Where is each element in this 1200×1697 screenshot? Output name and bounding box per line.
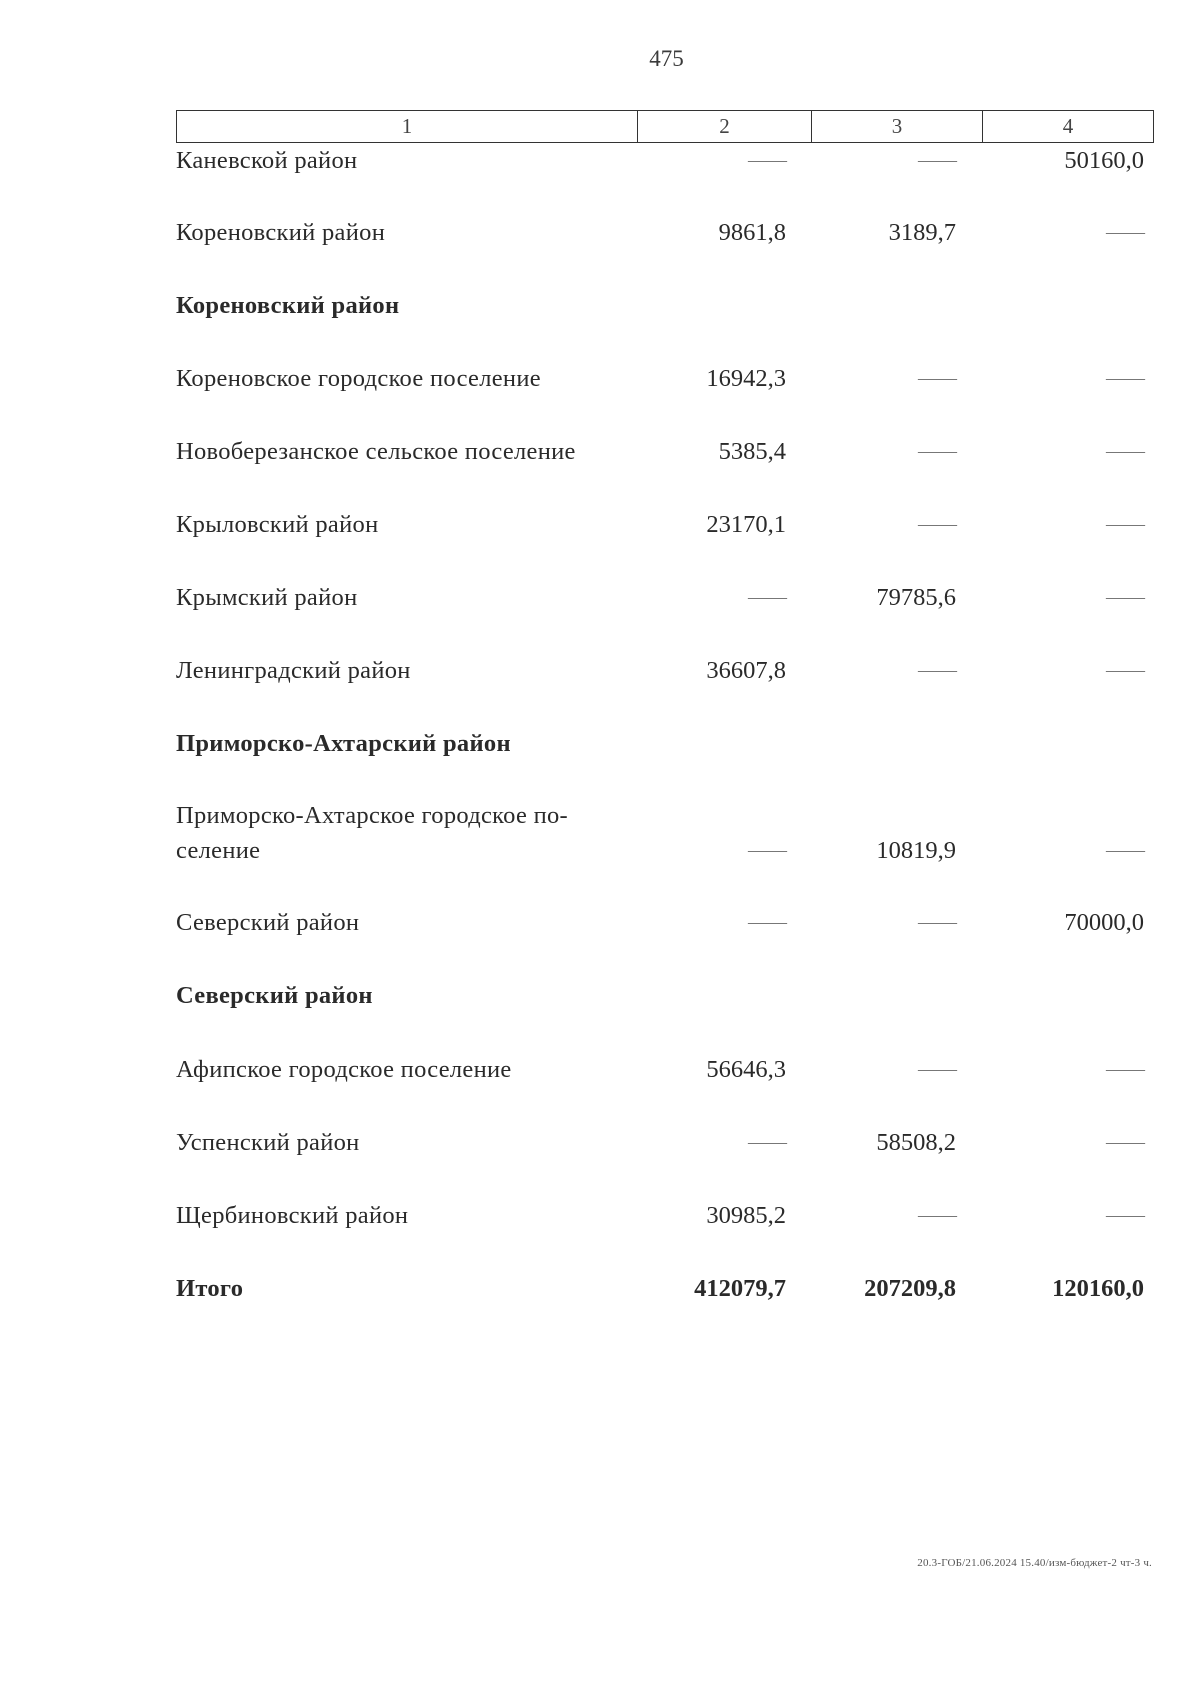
row-value-col3: —— — [918, 911, 956, 933]
row-value-col3: 79785,6 — [876, 584, 956, 611]
column-number-header — [176, 110, 1154, 143]
table-row — [176, 1198, 1152, 1233]
table-row — [176, 580, 1152, 615]
row-name: Щербиновский район — [176, 1202, 409, 1229]
table-row — [176, 798, 1152, 868]
row-value-col2: 16942,3 — [706, 365, 786, 392]
total-value-col2: 412079,7 — [694, 1275, 786, 1302]
table-section-heading — [176, 978, 1152, 1013]
row-value-col2: —— — [748, 586, 786, 608]
row-name: Кореновское городское поселение — [176, 365, 541, 392]
row-value-col4: —— — [1106, 367, 1144, 389]
row-name: Крыловский район — [176, 511, 379, 538]
row-value-col2: 5385,4 — [718, 438, 786, 465]
row-value-col4: —— — [1106, 221, 1144, 243]
total-label: Итого — [176, 1275, 244, 1302]
row-name: Афипское городское поселение — [176, 1056, 512, 1083]
row-value-col4: 70000,0 — [1064, 909, 1144, 936]
row-value-col3: —— — [918, 659, 956, 681]
row-value-col3: 58508,2 — [876, 1129, 956, 1156]
page-number: 475 — [649, 46, 684, 71]
section-heading: Северский район — [176, 982, 373, 1009]
row-value-col4: —— — [1106, 1131, 1144, 1153]
row-value-col2: 9861,8 — [718, 219, 786, 246]
row-value-col2: 36607,8 — [706, 657, 786, 684]
row-value-col3: —— — [918, 367, 956, 389]
row-name: Ленинградский район — [176, 657, 411, 684]
header-col-3: 3 — [812, 111, 983, 143]
row-value-col2: —— — [748, 911, 786, 933]
row-value-col4: —— — [1106, 659, 1144, 681]
total-value-col4: 120160,0 — [1052, 1275, 1144, 1302]
row-value-col4: —— — [1106, 1204, 1144, 1226]
header-col-1: 1 — [177, 111, 638, 143]
total-value-col3: 207209,8 — [864, 1275, 956, 1302]
row-value-col2: —— — [748, 149, 786, 171]
row-value-col3: 3189,7 — [888, 219, 956, 246]
table-row — [176, 143, 1152, 178]
row-value-col3: —— — [918, 149, 956, 171]
table-row — [176, 507, 1152, 542]
section-heading: Приморско-Ахтарский район — [176, 730, 511, 757]
header-col-4: 4 — [983, 111, 1154, 143]
row-name: Кореновский район — [176, 219, 386, 246]
row-name: Новоберезанское сельское поселение — [176, 438, 576, 465]
table-section-heading — [176, 288, 1152, 323]
table-row — [176, 905, 1152, 940]
row-name: Крымский район — [176, 584, 358, 611]
table-row — [176, 361, 1152, 396]
row-value-col3: —— — [918, 440, 956, 462]
row-value-col2: 56646,3 — [706, 1056, 786, 1083]
row-value-col3: —— — [918, 513, 956, 535]
row-value-col2: —— — [748, 1131, 786, 1153]
row-value-col3: —— — [918, 1204, 956, 1226]
total-row — [176, 1271, 1152, 1306]
footer-document-code: 20.3-ГОБ/21.06.2024 15.40/изм-бюджет-2 чт-3 ч. — [917, 1557, 1152, 1569]
row-name: Северский район — [176, 909, 360, 936]
row-value-col4: 50160,0 — [1064, 147, 1144, 174]
row-value-col2: —— — [748, 839, 786, 861]
table-row — [176, 434, 1152, 469]
table-row — [176, 1052, 1152, 1087]
header-col-2: 2 — [638, 111, 812, 143]
table-row — [176, 1125, 1152, 1160]
section-heading: Кореновский район — [176, 292, 400, 319]
row-value-col4: —— — [1106, 440, 1144, 462]
table-row — [176, 653, 1152, 688]
row-value-col4: —— — [1106, 586, 1144, 608]
table-section-heading — [176, 726, 1152, 761]
row-name: Каневской район — [176, 147, 358, 174]
row-value-col4: —— — [1106, 1058, 1144, 1080]
row-name: Приморско-Ахтарское городское по- селение — [176, 802, 568, 864]
row-value-col4: —— — [1106, 839, 1144, 861]
row-value-col2: 30985,2 — [706, 1202, 786, 1229]
table-row — [176, 215, 1152, 250]
row-value-col2: 23170,1 — [706, 511, 786, 538]
row-value-col3: —— — [918, 1058, 956, 1080]
row-value-col3: 10819,9 — [876, 837, 956, 864]
row-name: Успенский район — [176, 1129, 360, 1156]
row-value-col4: —— — [1106, 513, 1144, 535]
